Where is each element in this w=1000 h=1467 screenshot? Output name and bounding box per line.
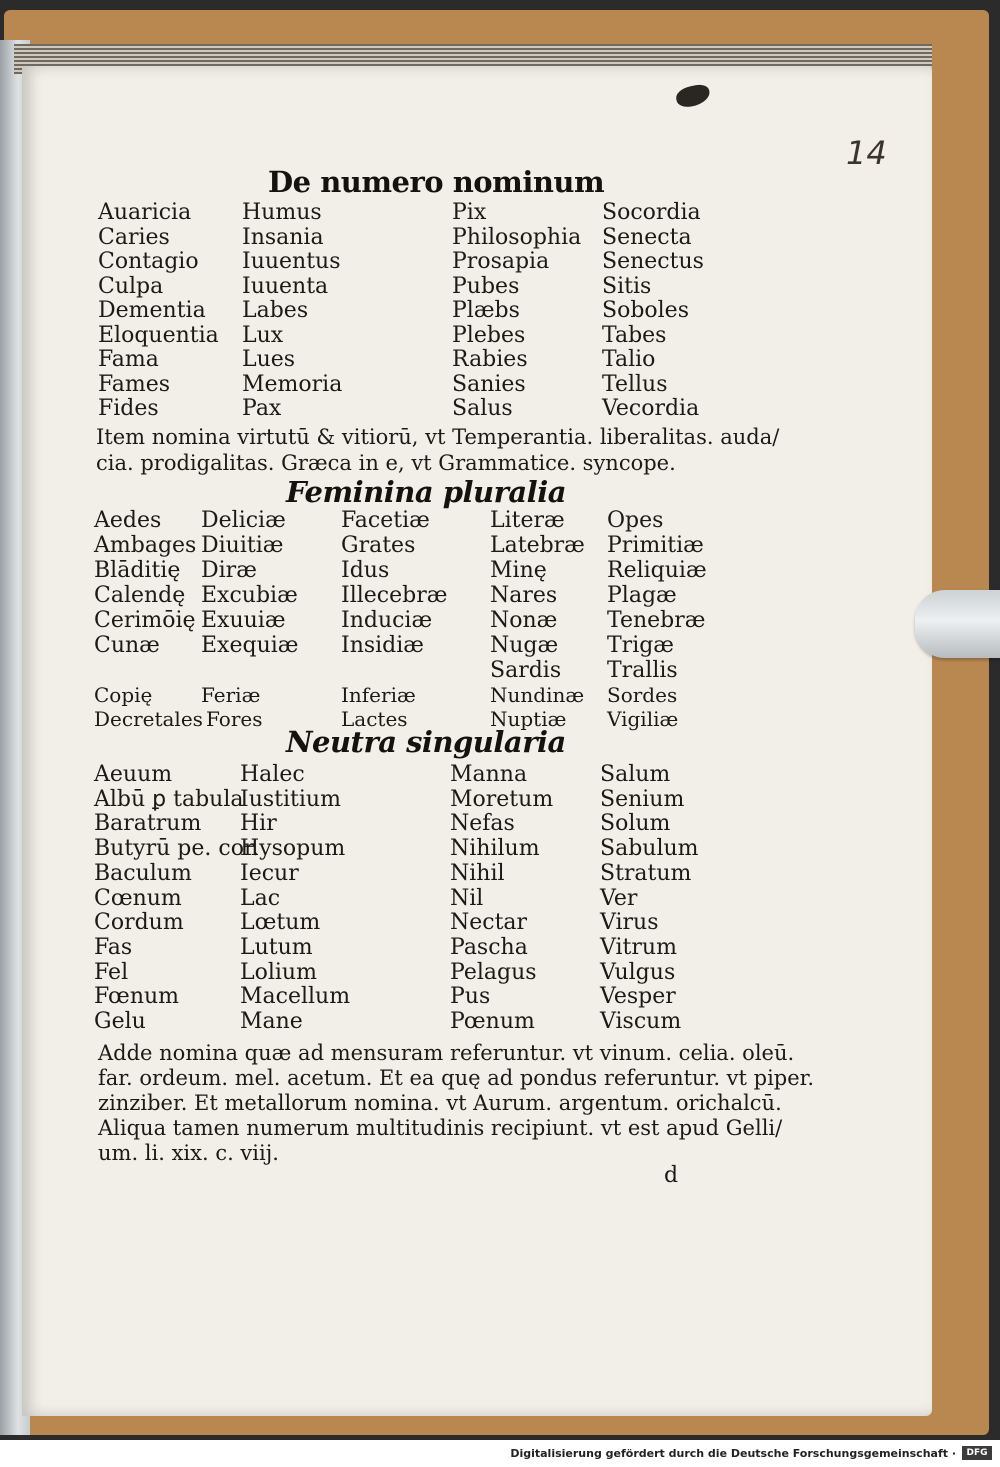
heading-de-numero-nominum: De numero nominum bbox=[268, 165, 605, 199]
word-entry: Virus bbox=[600, 910, 659, 936]
signature-mark: d bbox=[664, 1163, 679, 1188]
word-entry: Aeuum bbox=[94, 762, 173, 787]
word-entry: Senecta bbox=[602, 224, 692, 250]
word-entry: Vitrum bbox=[600, 934, 677, 960]
word-entry: Hysopum bbox=[240, 836, 346, 862]
word-entry: Solum bbox=[600, 811, 671, 837]
word-entry: Sanies bbox=[452, 371, 526, 397]
word-entry: Auaricia bbox=[98, 200, 192, 225]
word-entry: Nugæ bbox=[490, 633, 559, 658]
word-entry: Dementia bbox=[98, 298, 206, 323]
word-entry: Feriæ bbox=[201, 683, 261, 707]
note-line: Item nomina virtutū & vitiorū, vt Temperantia. liberalitas. auda/ bbox=[96, 425, 780, 449]
note-line: zinziber. Et metallorum nomina. vt Aurum. argentum. orichalcū. bbox=[98, 1091, 782, 1115]
word-entry: Fas bbox=[94, 934, 133, 960]
word-entry: Lac bbox=[240, 885, 281, 911]
word-entry: Stratum bbox=[600, 860, 692, 886]
word-entry: Philosophia bbox=[452, 224, 582, 250]
word-entry: Diuitiæ bbox=[201, 533, 284, 558]
footer-bar bbox=[0, 1440, 1000, 1467]
heading-neutra-singularia: Neutra singularia bbox=[286, 725, 566, 759]
word-entry: Senium bbox=[600, 786, 685, 812]
word-entry: Exuuiæ bbox=[201, 608, 286, 633]
word-entry: Plagæ bbox=[607, 583, 677, 608]
word-entry: Minę bbox=[490, 558, 547, 583]
word-entry: Sabulum bbox=[600, 836, 699, 862]
word-entry: Exequiæ bbox=[201, 633, 299, 658]
word-entry: Pubes bbox=[452, 273, 520, 299]
word-entry: Blāditię bbox=[94, 558, 181, 583]
word-entry: Soboles bbox=[602, 298, 689, 323]
word-entry: Tellus bbox=[602, 371, 668, 397]
word-entry: Lactes bbox=[341, 707, 408, 731]
word-entry: Pascha bbox=[450, 934, 528, 960]
word-entry: Nuptiæ bbox=[490, 707, 567, 731]
word-entry: Fores bbox=[206, 707, 263, 731]
word-entry: Albū ꝑ tabula bbox=[94, 786, 244, 812]
word-entry: Lues bbox=[242, 347, 296, 372]
word-entry: Pax bbox=[242, 396, 282, 421]
word-entry: Fel bbox=[94, 959, 129, 985]
word-entry: Prosapia bbox=[452, 249, 550, 274]
word-entry: Plebes bbox=[452, 322, 526, 348]
word-entry: Talio bbox=[602, 347, 656, 372]
word-entry: Literæ bbox=[490, 508, 565, 533]
word-entry: Moretum bbox=[450, 786, 554, 812]
word-entry: Illecebræ bbox=[341, 583, 448, 608]
word-entry: Latebræ bbox=[490, 533, 585, 558]
word-entry: Plæbs bbox=[452, 298, 520, 323]
word-entry: Decretales bbox=[94, 707, 203, 731]
word-entry: Fides bbox=[98, 396, 159, 421]
word-entry: Labes bbox=[242, 298, 309, 323]
word-entry: Salum bbox=[600, 762, 671, 787]
word-entry: Manna bbox=[450, 762, 528, 787]
word-entry: Fœnum bbox=[94, 984, 180, 1010]
word-entry: Iecur bbox=[240, 860, 299, 886]
word-entry: Sardis bbox=[490, 658, 562, 683]
word-entry: Sitis bbox=[602, 273, 652, 299]
word-entry: Deliciæ bbox=[201, 508, 286, 533]
word-entry: Primitiæ bbox=[607, 533, 704, 558]
word-entry: Nil bbox=[450, 885, 484, 911]
word-entry: Mane bbox=[240, 1009, 303, 1034]
word-entry: Cunæ bbox=[94, 633, 160, 658]
word-entry: Baratrum bbox=[94, 811, 202, 837]
word-entry: Socordia bbox=[602, 200, 701, 225]
word-entry: Inferiæ bbox=[341, 683, 416, 707]
word-entry: Aedes bbox=[94, 508, 162, 533]
word-entry: Nectar bbox=[450, 910, 528, 936]
word-entry: Fama bbox=[98, 347, 159, 372]
word-entry: Hir bbox=[240, 811, 277, 837]
word-entry: Vulgus bbox=[600, 959, 676, 985]
word-entry: Nefas bbox=[450, 811, 515, 837]
word-entry: Baculum bbox=[94, 860, 192, 886]
page-clip bbox=[915, 590, 1000, 658]
word-entry: Sordes bbox=[607, 683, 678, 707]
word-entry: Trallis bbox=[607, 658, 678, 683]
note-line: far. ordeum. mel. acetum. Et ea quę ad pondus referuntur. vt piper. bbox=[98, 1066, 815, 1090]
word-entry: Nihilum bbox=[450, 836, 540, 862]
word-entry: Lolium bbox=[240, 959, 317, 985]
note-line: um. li. xix. c. viij. bbox=[98, 1141, 279, 1165]
word-entry: Cordum bbox=[94, 910, 184, 936]
word-entry: Pelagus bbox=[450, 959, 537, 985]
word-entry: Vigiliæ bbox=[607, 707, 679, 731]
word-entry: Culpa bbox=[98, 273, 164, 299]
word-entry: Humus bbox=[242, 200, 322, 225]
word-entry: Nundinæ bbox=[490, 683, 585, 707]
word-entry: Ambages bbox=[94, 533, 197, 558]
word-entry: Iuuenta bbox=[242, 273, 329, 299]
word-entry: Opes bbox=[607, 508, 664, 533]
word-entry: Cerimōię bbox=[94, 608, 196, 633]
word-entry: Macellum bbox=[240, 984, 351, 1010]
word-entry: Calendę bbox=[94, 583, 186, 608]
word-entry: Halec bbox=[240, 762, 305, 787]
word-entry: Vesper bbox=[600, 984, 676, 1010]
word-entry: Butyrū pe. cor. bbox=[94, 836, 260, 862]
note-line: Adde nomina quæ ad mensuram referuntur. vt vinum. celia. oleū. bbox=[98, 1041, 795, 1065]
folio-number: 14 bbox=[846, 134, 887, 172]
word-entry: Facetiæ bbox=[341, 508, 430, 533]
word-entry: Cœnum bbox=[94, 885, 182, 911]
word-entry: Fames bbox=[98, 371, 171, 397]
word-entry: Pus bbox=[450, 984, 491, 1010]
word-entry: Gelu bbox=[94, 1009, 146, 1034]
word-entry: Memoria bbox=[242, 371, 343, 397]
word-entry: Trigæ bbox=[607, 633, 674, 658]
word-entry: Lux bbox=[242, 322, 284, 348]
word-entry: Eloquentia bbox=[98, 322, 219, 348]
word-entry: Viscum bbox=[600, 1009, 682, 1034]
word-entry: Senectus bbox=[602, 249, 704, 274]
word-entry: Pix bbox=[452, 200, 487, 225]
word-entry: Idus bbox=[341, 558, 390, 583]
word-entry: Insania bbox=[242, 224, 324, 250]
word-entry: Iuuentus bbox=[242, 249, 341, 274]
footer-credit: Digitalisierung gefördert durch die Deutsche Forschungsgemeinschaft · bbox=[510, 1447, 956, 1460]
note-line: Aliqua tamen numerum multitudinis recipiunt. vt est apud Gelli/ bbox=[98, 1116, 783, 1140]
word-entry: Insidiæ bbox=[341, 633, 424, 658]
word-entry: Contagio bbox=[98, 249, 199, 274]
word-entry: Iustitium bbox=[240, 786, 341, 812]
word-entry: Nonæ bbox=[490, 608, 558, 633]
word-entry: Vecordia bbox=[602, 396, 700, 421]
word-entry: Nares bbox=[490, 583, 558, 608]
dfg-logo: DFG bbox=[962, 1446, 992, 1460]
word-entry: Pœnum bbox=[450, 1009, 535, 1034]
word-entry: Diræ bbox=[201, 558, 257, 583]
word-entry: Grates bbox=[341, 533, 416, 558]
word-entry: Induciæ bbox=[341, 608, 433, 633]
word-entry: Tabes bbox=[602, 322, 667, 348]
word-entry: Tenebræ bbox=[607, 608, 706, 633]
word-entry: Lutum bbox=[240, 934, 313, 960]
word-entry: Excubiæ bbox=[201, 583, 298, 608]
word-entry: Ver bbox=[600, 885, 638, 911]
word-entry: Nihil bbox=[450, 860, 505, 886]
word-entry: Salus bbox=[452, 396, 513, 421]
word-entry: Copię bbox=[94, 683, 153, 707]
word-entry: Lœtum bbox=[240, 910, 321, 936]
word-entry: Caries bbox=[98, 224, 170, 250]
word-entry: Reliquiæ bbox=[607, 558, 707, 583]
word-entry: Rabies bbox=[452, 347, 528, 372]
note-line: cia. prodigalitas. Græca in e, vt Grammatice. syncope. bbox=[96, 451, 676, 475]
heading-feminina-pluralia: Feminina pluralia bbox=[286, 475, 566, 509]
